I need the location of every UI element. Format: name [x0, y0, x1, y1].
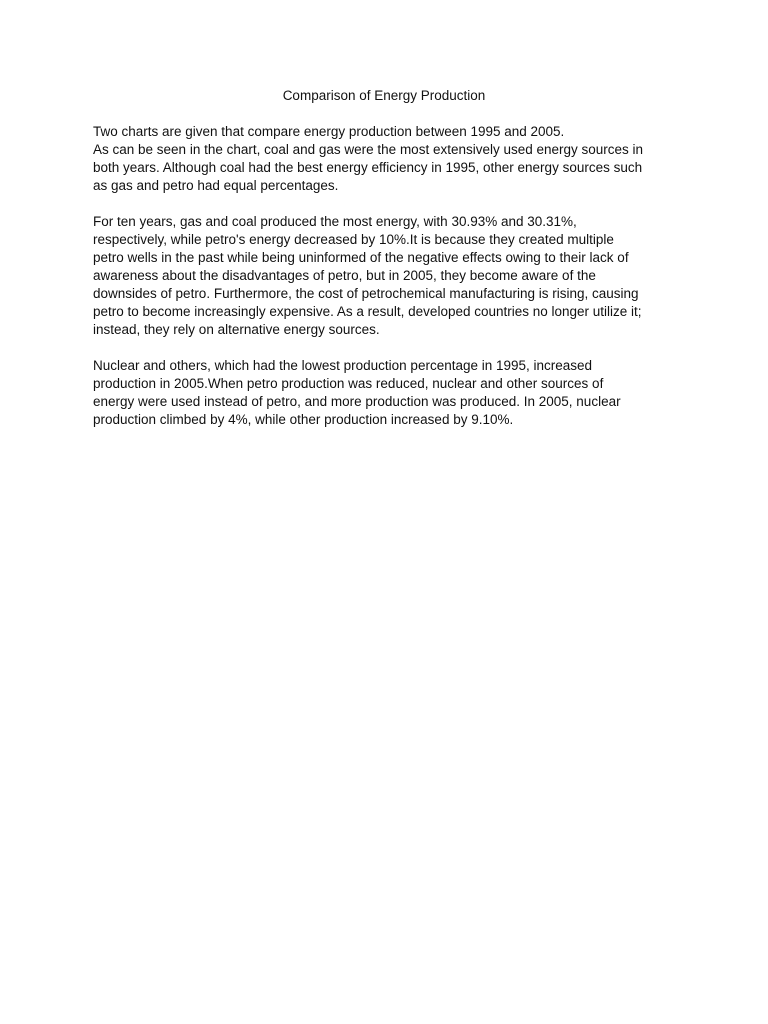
- paragraph-2: [93, 213, 683, 339]
- paragraph-line: For ten years, gas and coal produced the most energy, with 30.93% and 30.31%,: [93, 214, 577, 229]
- paragraph-1: [93, 123, 683, 195]
- paragraph-line: petro wells in the past while being uninformed of the negative effects owing to their lack of: [93, 250, 629, 265]
- paragraph-line: downsides of petro. Furthermore, the cost of petrochemical manufacturing is rising, causing: [93, 286, 639, 301]
- paragraph-line: instead, they rely on alternative energy sources.: [93, 322, 380, 337]
- paragraph-line: energy were used instead of petro, and more production was produced. In 2005, nuclear: [93, 394, 621, 409]
- paragraph-line: Two charts are given that compare energy production between 1995 and 2005.: [93, 124, 565, 139]
- paragraph-line: petro to become increasingly expensive. As a result, developed countries no longer utilize it;: [93, 304, 642, 319]
- paragraph-line: production climbed by 4%, while other production increased by 9.10%.: [93, 412, 514, 427]
- document-body: [93, 123, 683, 447]
- paragraph-line: Nuclear and others, which had the lowest production percentage in 1995, increased: [93, 358, 593, 373]
- paragraph-line: As can be seen in the chart, coal and gas were the most extensively used energy sources in: [93, 142, 644, 157]
- paragraph-line: as gas and petro had equal percentages.: [93, 178, 339, 193]
- paragraph-3: [93, 357, 683, 429]
- page-title: Comparison of Energy Production: [282, 88, 486, 103]
- paragraph-line: both years. Although coal had the best energy efficiency in 1995, other energy sources such: [93, 160, 643, 175]
- paragraph-line: respectively, while petro's energy decreased by 10%.It is because they created multiple: [93, 232, 614, 247]
- paragraph-line: production in 2005.When petro production was reduced, nuclear and other sources of: [93, 376, 604, 391]
- paragraph-line: awareness about the disadvantages of petro, but in 2005, they become aware of the: [93, 268, 596, 283]
